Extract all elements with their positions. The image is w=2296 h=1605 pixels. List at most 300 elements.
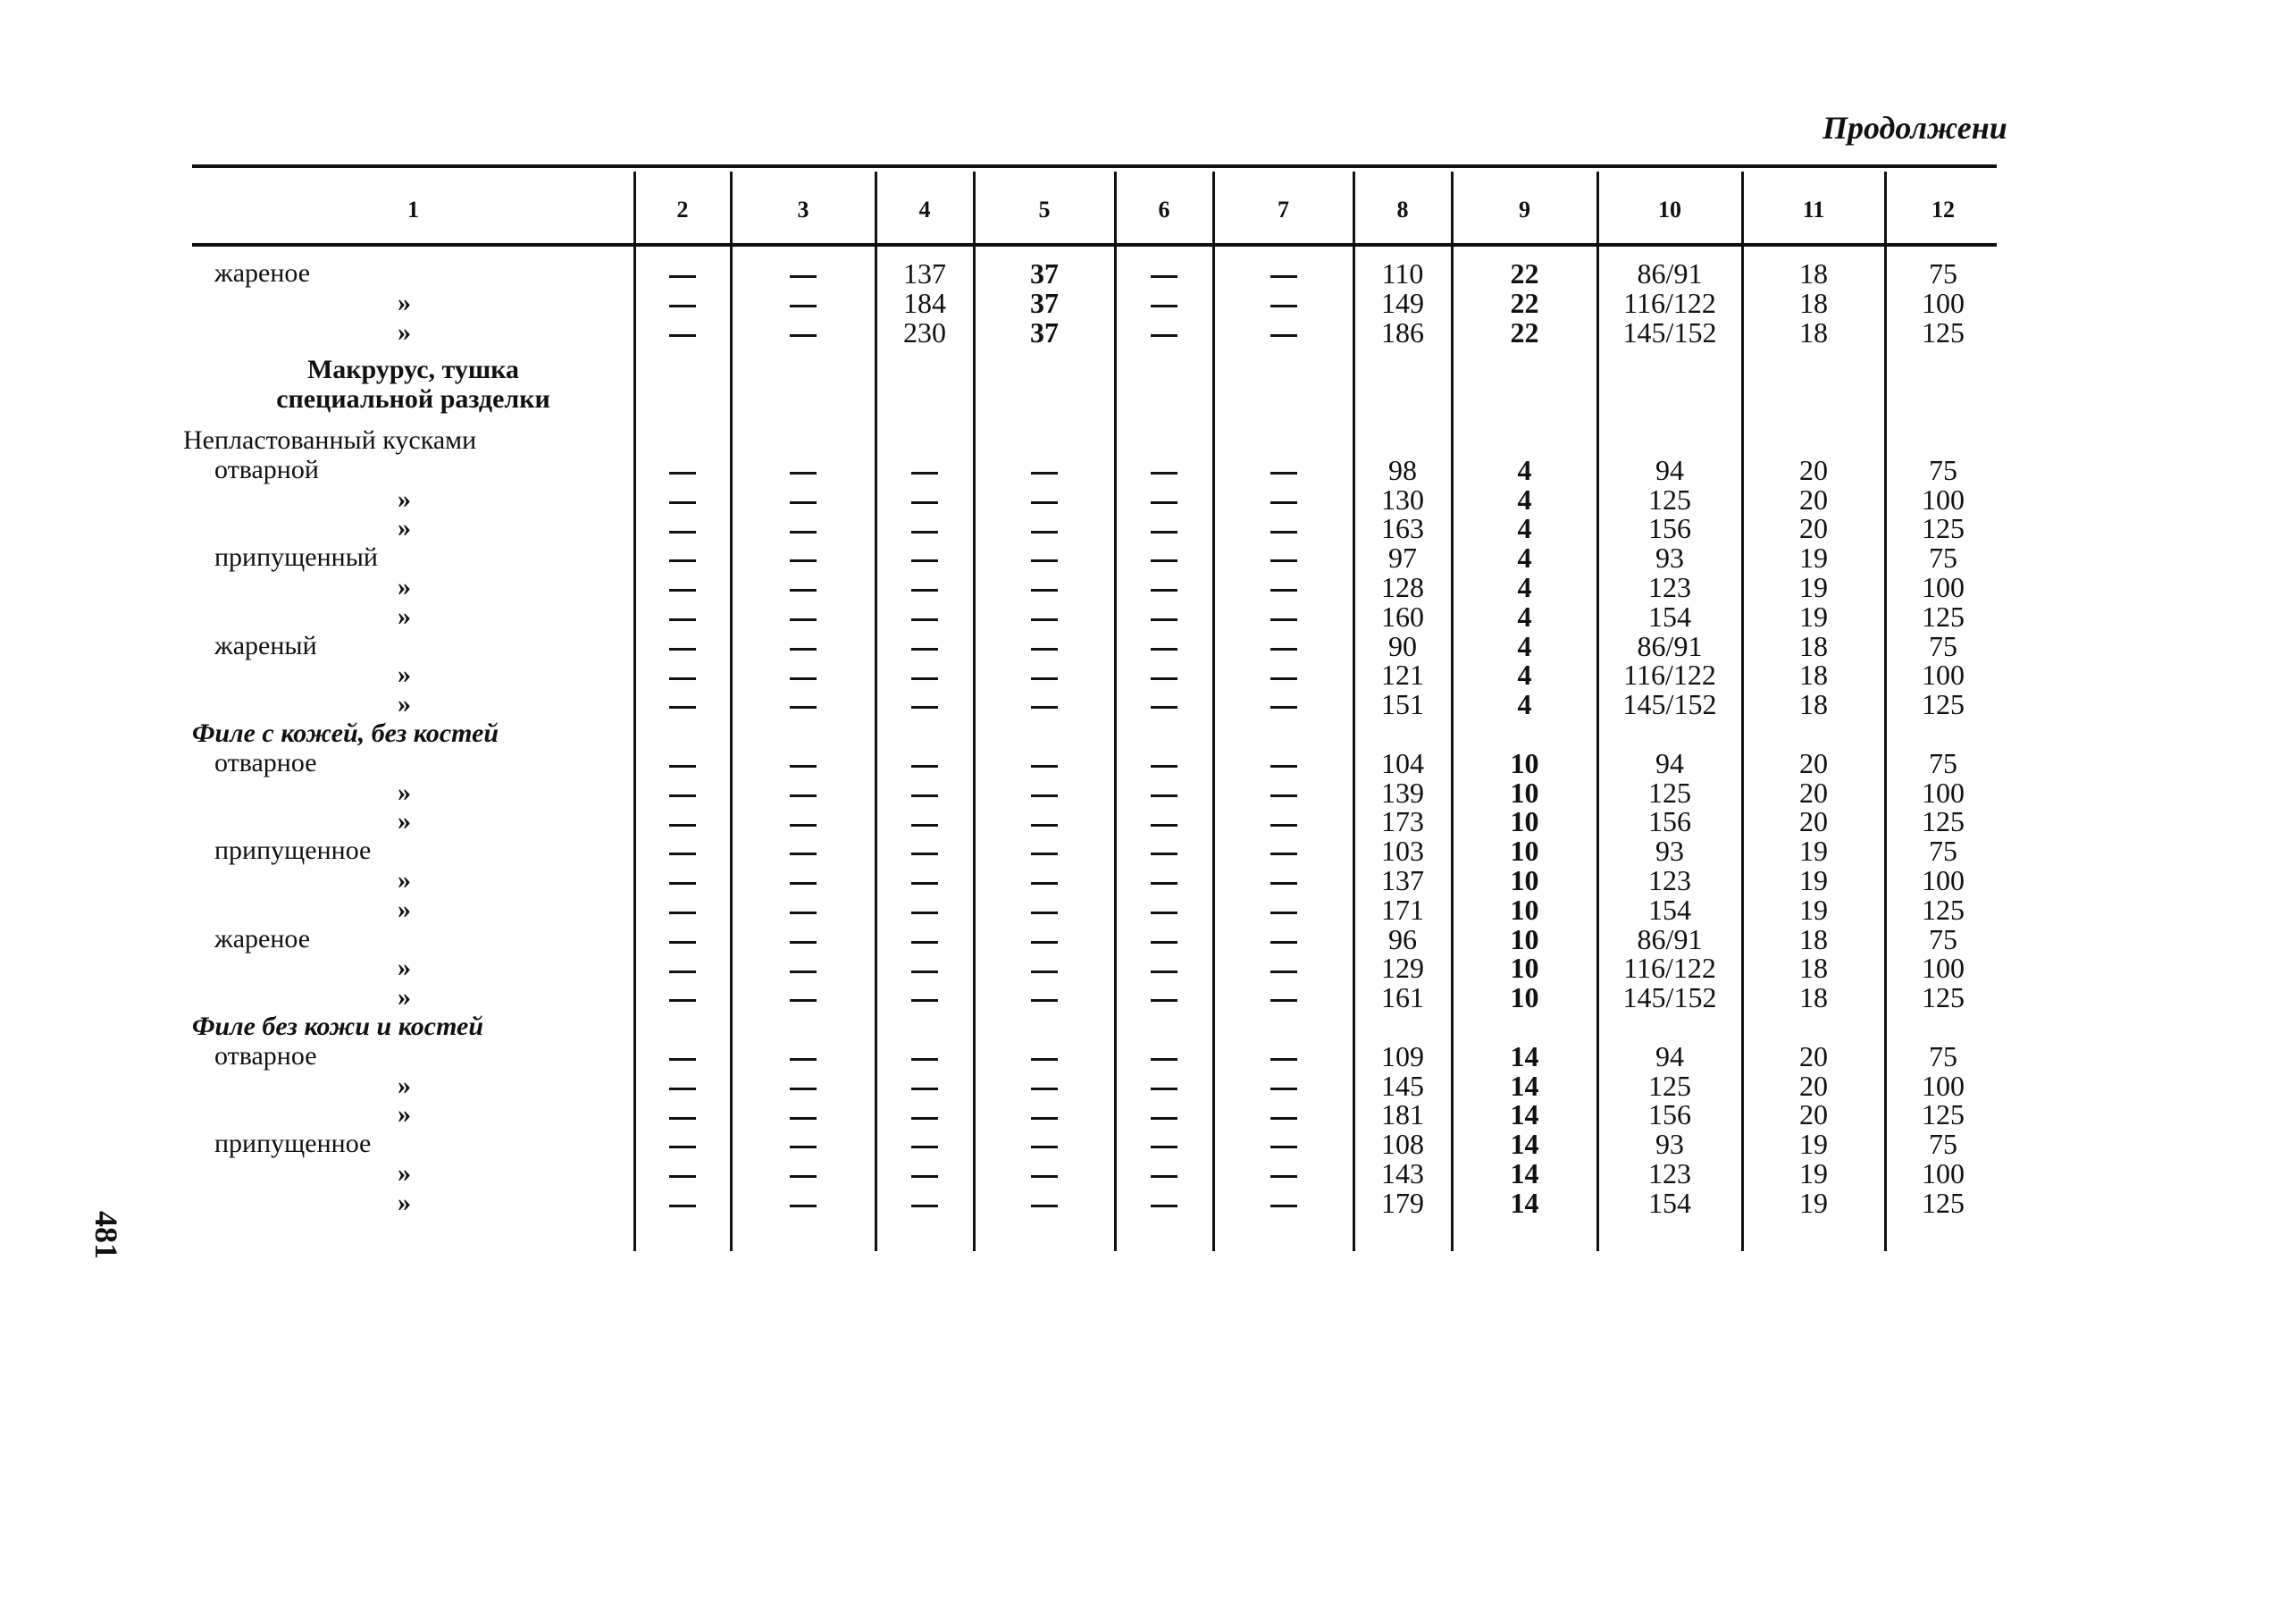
dash-mark [1270,275,1297,278]
dash-mark [1031,941,1058,944]
table-cell [1115,749,1213,777]
table-cell: 20 [1799,776,1828,809]
table-cell: 108 [1381,1128,1424,1161]
dash-mark [1151,1205,1177,1207]
table-cell: 75 [1929,542,1957,575]
table-cell [974,1130,1115,1158]
dash-mark [669,648,696,651]
dash-mark [911,1058,938,1061]
dash-mark [911,882,938,885]
table-cell: 125 [1922,512,1965,545]
dash-mark [911,559,938,562]
table-cell [1115,1071,1213,1100]
dash-mark [790,472,817,475]
table-cell [974,485,1115,514]
table-cell [974,690,1115,718]
table-cell [634,1189,731,1217]
table-cell: 160 [1381,600,1424,633]
table-cell [974,632,1115,660]
table-cell [1115,954,1213,982]
table-cell [1213,925,1353,954]
table-cell [634,514,731,542]
dash-mark [1270,677,1297,680]
table-cell: 10 [1510,863,1539,896]
dash-mark [1151,853,1177,855]
dash-mark [1270,1088,1297,1090]
table-cell: 10 [1510,805,1539,838]
table-cell: 86/91 [1637,257,1703,290]
table-cell: 19 [1799,1128,1828,1161]
dash-mark [1151,706,1177,709]
table-cell [1115,289,1213,317]
table-cell [1213,485,1353,514]
dash-mark [669,706,696,709]
table-cell [876,1042,974,1071]
row-label: » [398,287,411,317]
table-cell: 100 [1922,483,1965,516]
column-header: 12 [1931,197,1955,223]
table-cell: 14 [1510,1156,1539,1189]
table-cell: 156 [1648,805,1691,838]
table-cell [876,543,974,572]
dash-mark [790,912,817,914]
table-cell [876,1130,974,1158]
table-cell [1115,836,1213,865]
row-label: припущенное [214,1129,372,1159]
dash-mark [1031,472,1058,475]
table-cell [1115,778,1213,807]
row-label: » [398,894,411,924]
dash-mark [1151,971,1177,973]
row-label: жареное [214,258,311,288]
dash-mark [669,1088,696,1090]
table-cell: 98 [1388,453,1417,486]
table-cell: 94 [1655,1039,1684,1072]
table-cell: 14 [1510,1186,1539,1219]
table-cell: 171 [1381,893,1424,926]
table-cell [731,543,876,572]
table-cell [1115,1130,1213,1158]
table-cell: 19 [1799,893,1828,926]
table-cell [1115,259,1213,288]
dash-mark [790,305,817,307]
dash-mark [911,1175,938,1178]
dash-mark [1270,472,1297,475]
table-cell [876,602,974,631]
table-cell: 4 [1517,512,1532,545]
table-cell: 10 [1510,776,1539,809]
table-cell [876,836,974,865]
row-label: » [398,953,411,983]
table-cell [974,1071,1115,1100]
table-cell: 19 [1799,835,1828,868]
dash-mark [911,794,938,797]
table-cell: 4 [1517,659,1532,692]
table-cell [731,318,876,347]
dash-mark [790,1146,817,1148]
table-cell [1213,749,1353,777]
table-cell [1213,1159,1353,1188]
dash-mark [790,559,817,562]
table-cell: 75 [1929,629,1957,662]
dash-mark [1270,531,1297,534]
dash-mark [1031,1175,1058,1178]
dash-mark [1151,589,1177,592]
table-cell: 121 [1381,659,1424,692]
table-cell [634,259,731,288]
dash-mark [1270,305,1297,307]
table-cell [634,573,731,601]
section-title: Филе без кожи и костей [192,1011,484,1041]
dash-mark [911,1205,938,1207]
table-cell: 10 [1510,981,1539,1014]
table-top-rule [192,164,1997,168]
table-cell: 10 [1510,893,1539,926]
table-cell: 10 [1510,922,1539,955]
dash-mark [911,824,938,827]
dash-mark [1031,1088,1058,1090]
dash-mark [790,618,817,621]
table-cell [731,749,876,777]
table-cell [1213,983,1353,1012]
row-label: » [398,1187,411,1217]
dash-mark [1270,559,1297,562]
dash-mark [1031,1058,1058,1061]
table-cell [731,778,876,807]
table-cell [974,660,1115,689]
table-cell: 137 [903,257,946,290]
column-header: 9 [1519,197,1530,223]
table-cell: 14 [1510,1098,1539,1131]
table-cell: 10 [1510,746,1539,779]
table-cell [1115,866,1213,895]
table-cell: 20 [1799,805,1828,838]
table-cell: 186 [1381,315,1424,349]
table-cell [974,983,1115,1012]
dash-mark [1151,305,1177,307]
dash-mark [911,853,938,855]
table-cell [1213,1042,1353,1071]
table-cell [731,1189,876,1217]
dash-mark [911,648,938,651]
table-cell: 18 [1799,315,1828,349]
dash-mark [911,706,938,709]
table-cell: 20 [1799,1098,1828,1131]
dash-mark [1031,1205,1058,1207]
dash-mark [1270,853,1297,855]
table-cell [876,895,974,924]
table-cell: 100 [1922,863,1965,896]
table-cell [974,836,1115,865]
table-cell [731,954,876,982]
table-cell [731,514,876,542]
dash-mark [1270,501,1297,504]
table-cell: 20 [1799,1069,1828,1102]
dash-mark [669,1058,696,1061]
table-cell: 100 [1922,1156,1965,1189]
dash-mark [1151,334,1177,337]
dash-mark [1270,1146,1297,1148]
table-cell [1115,1189,1213,1217]
table-cell: 18 [1799,922,1828,955]
table-cell [1213,573,1353,601]
dash-mark [790,334,817,337]
dash-mark [669,531,696,534]
table-cell: 145 [1381,1069,1424,1102]
table-cell: 75 [1929,1128,1957,1161]
table-cell: 139 [1381,776,1424,809]
row-label: » [398,777,411,807]
table-cell [1115,895,1213,924]
table-cell: 75 [1929,1039,1957,1072]
table-cell: 96 [1388,922,1417,955]
table-cell [634,1130,731,1158]
table-cell [731,690,876,718]
table-cell [876,807,974,836]
table-cell [974,749,1115,777]
table-cell [634,925,731,954]
table-cell [1213,895,1353,924]
dash-mark [1270,794,1297,797]
table-cell [1115,1100,1213,1129]
dash-mark [1270,334,1297,337]
dash-mark [911,677,938,680]
table-cell [634,456,731,484]
row-label: Непластованный кусками [183,424,477,455]
dash-mark [911,531,938,534]
table-cell: 86/91 [1637,922,1703,955]
table-cell [876,514,974,542]
table-cell: 20 [1799,512,1828,545]
table-cell [634,836,731,865]
table-cell [731,1159,876,1188]
dash-mark [1151,1088,1177,1090]
dash-mark [1031,706,1058,709]
column-header: 6 [1158,197,1170,223]
table-cell: 100 [1922,776,1965,809]
table-cell: 109 [1381,1039,1424,1072]
table-cell [1115,514,1213,542]
table-cell: 100 [1922,952,1965,985]
dash-mark [790,1117,817,1120]
dash-mark [669,999,696,1002]
dash-mark [790,824,817,827]
dash-mark [669,677,696,680]
dash-mark [790,853,817,855]
table-cell [634,289,731,317]
table-cell [974,1159,1115,1188]
row-label: жареное [214,923,311,954]
dash-mark [1151,275,1177,278]
table-cell [1115,807,1213,836]
table-cell: 75 [1929,257,1957,290]
dash-mark [669,971,696,973]
dash-mark [790,501,817,504]
dash-mark [911,1117,938,1120]
table-cell [876,632,974,660]
dash-mark [1151,794,1177,797]
table-cell: 20 [1799,483,1828,516]
table-cell: 75 [1929,835,1957,868]
column-header: 5 [1038,197,1051,223]
row-label: припущенное [214,836,372,866]
dash-mark [790,794,817,797]
table-cell [731,866,876,895]
table-cell: 19 [1799,863,1828,896]
table-cell [634,1159,731,1188]
table-cell: 110 [1381,257,1424,290]
table-cell: 18 [1799,952,1828,985]
dash-mark [790,1088,817,1090]
table-cell [876,573,974,601]
dash-mark [1151,1058,1177,1061]
dash-mark [911,999,938,1002]
dash-mark [669,794,696,797]
table-cell: 123 [1648,863,1691,896]
dash-mark [1031,765,1058,768]
table-cell: 18 [1799,981,1828,1014]
table-cell [634,602,731,631]
dash-mark [790,531,817,534]
table-cell: 20 [1799,453,1828,486]
table-cell: 163 [1381,512,1424,545]
dash-mark [1151,999,1177,1002]
table-cell [1213,1071,1353,1100]
column-header: 8 [1396,197,1409,223]
table-cell [974,514,1115,542]
table-cell: 125 [1922,1098,1965,1131]
table-cell [876,778,974,807]
table-cell [731,836,876,865]
dash-mark [1031,618,1058,621]
dash-mark [1151,1146,1177,1148]
dash-mark [790,648,817,651]
dash-mark [1031,882,1058,885]
table-cell [876,660,974,689]
dash-mark [911,1088,938,1090]
table-cell [876,1100,974,1129]
table-cell: 149 [1381,286,1424,319]
table-cell: 14 [1510,1069,1539,1102]
table-cell [876,954,974,982]
table-cell: 93 [1655,835,1684,868]
row-label: » [398,513,411,543]
table-cell [1115,1042,1213,1071]
table-cell: 18 [1799,286,1828,319]
table-cell [731,632,876,660]
table-cell [731,485,876,514]
table-cell [974,895,1115,924]
dash-mark [669,1146,696,1148]
dash-mark [1270,824,1297,827]
dash-mark [1151,765,1177,768]
table-cell: 22 [1510,315,1539,349]
table-cell [634,778,731,807]
table-cell [634,1071,731,1100]
table-cell: 100 [1922,570,1965,603]
table-cell [1115,632,1213,660]
table-cell: 20 [1799,746,1828,779]
row-label: » [398,1070,411,1100]
dash-mark [1270,1058,1297,1061]
dash-mark [790,999,817,1002]
table-cell [1213,632,1353,660]
dash-mark [1151,1175,1177,1178]
dash-mark [1031,999,1058,1002]
dash-mark [790,882,817,885]
dash-mark [1151,941,1177,944]
table-cell: 97 [1388,542,1417,575]
dash-mark [669,1205,696,1207]
dash-mark [1151,824,1177,827]
table-cell: 173 [1381,805,1424,838]
table-cell [876,1159,974,1188]
table-cell: 14 [1510,1128,1539,1161]
dash-mark [1270,941,1297,944]
table-cell [731,289,876,317]
dash-mark [669,559,696,562]
table-cell [731,259,876,288]
dash-mark [669,912,696,914]
row-label: » [398,571,411,601]
row-label: отварной [214,454,319,484]
table-cell [974,1042,1115,1071]
dash-mark [790,941,817,944]
dash-mark [1031,1117,1058,1120]
dash-mark [790,1175,817,1178]
table-cell [634,895,731,924]
column-header: 11 [1802,197,1825,223]
dash-mark [669,765,696,768]
table-cell: 75 [1929,746,1957,779]
table-cell [731,925,876,954]
table-cell: 22 [1510,286,1539,319]
table-cell [731,807,876,836]
table-cell: 154 [1648,1186,1691,1219]
table-cell [876,1071,974,1100]
table-cell: 18 [1799,629,1828,662]
table-cell [1213,836,1353,865]
table-cell [1213,778,1353,807]
dash-mark [911,501,938,504]
table-cell [1115,983,1213,1012]
dash-mark [790,275,817,278]
table-cell [731,983,876,1012]
table-cell [634,866,731,895]
dash-mark [1031,648,1058,651]
dash-mark [1151,501,1177,504]
column-header: 10 [1658,197,1681,223]
dash-mark [1151,648,1177,651]
table-cell [731,1130,876,1158]
dash-mark [1270,706,1297,709]
dash-mark [1031,501,1058,504]
table-cell: 104 [1381,746,1424,779]
row-label: » [398,483,411,514]
table-cell: 4 [1517,600,1532,633]
table-cell [876,983,974,1012]
table-cell: 143 [1381,1156,1424,1189]
table-cell: 18 [1799,659,1828,692]
table-cell [1213,456,1353,484]
table-cell [876,1189,974,1217]
table-cell: 116/122 [1623,286,1716,319]
table-cell [731,895,876,924]
dash-mark [1270,1205,1297,1207]
table-cell: 93 [1655,542,1684,575]
table-cell [634,632,731,660]
table-cell: 179 [1381,1186,1424,1219]
